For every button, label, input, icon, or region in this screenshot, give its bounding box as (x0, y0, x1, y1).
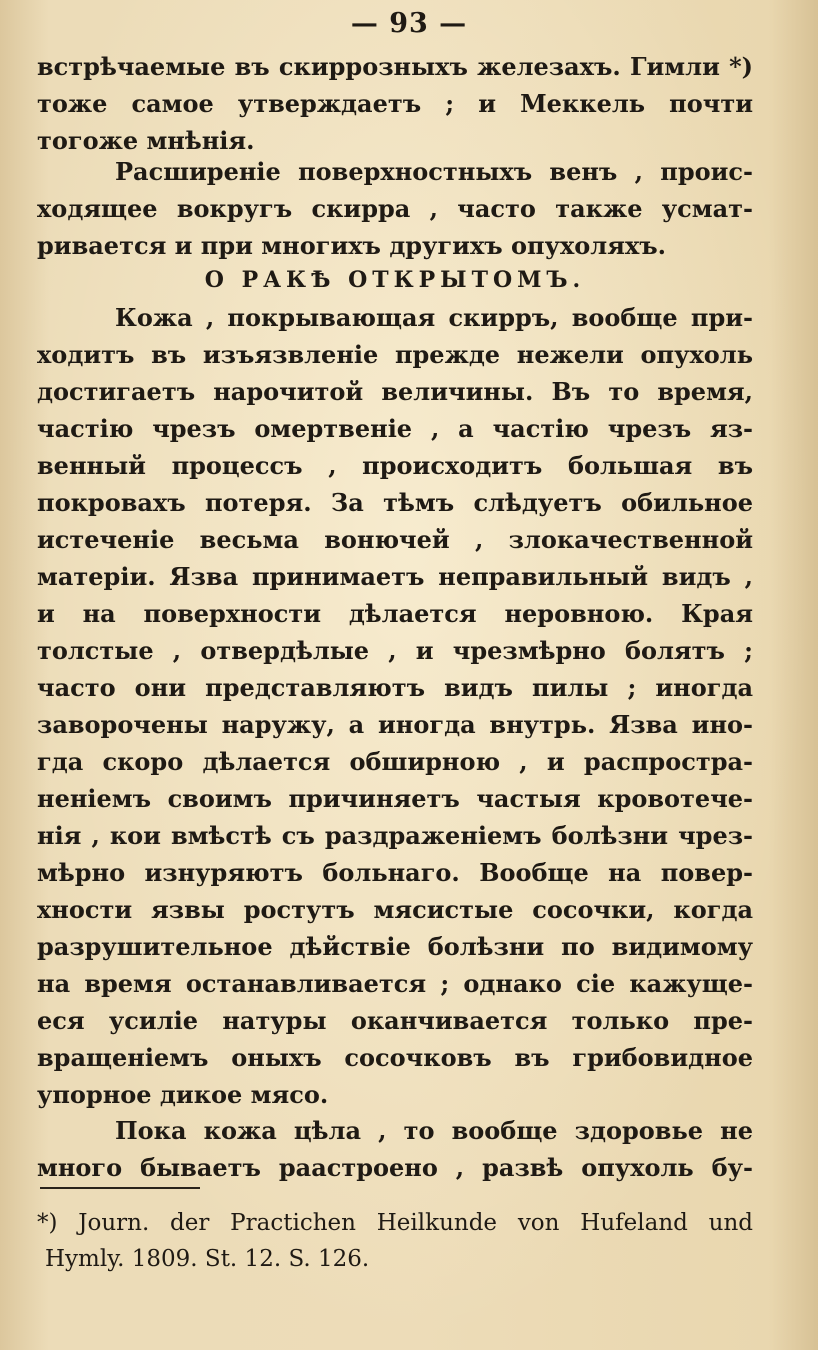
text-line: много бываетъ раастроено , развѣ опухоль бу- (37, 1153, 753, 1182)
page-number: — 93 — (350, 8, 468, 39)
text-line: и на поверхности дѣлается неровною. Края (37, 599, 753, 628)
text-line: истеченіе весьма вонючей , злокачественной (37, 525, 753, 554)
text-line: вращеніемъ оныхъ сосочковъ въ грибовидное (37, 1043, 753, 1072)
text-line: заворочены наружу, а иногда внутрь. Язва ино- (37, 710, 753, 739)
text-line: гда скоро дѣлается обширною , и распростра- (37, 747, 753, 776)
text-line: Расширеніе поверхностныхъ венъ , проис- (115, 157, 753, 186)
text-line: мѣрно изнуряютъ больнаго. Вообще на повер- (37, 858, 753, 887)
text-line: хности язвы ростутъ мясистые сосочки, когда (37, 895, 753, 924)
text-line: тоже самое утверждаетъ ; и Меккель почти (37, 89, 753, 118)
footnote-divider (40, 1187, 200, 1189)
text-line: упорное дикое мясо. (37, 1080, 329, 1109)
footnote-line: Hymly. 1809. St. 12. S. 126. (45, 1246, 370, 1272)
text-line: еся усиліе натуры оканчивается только пре- (37, 1006, 753, 1035)
text-line: часто они представляютъ видъ пилы ; иногда (37, 673, 753, 702)
text-line: венный процессъ , происходитъ большая въ (37, 451, 753, 480)
text-line: покровахъ потеря. За тѣмъ слѣдуетъ обильное (37, 488, 753, 517)
text-line: тогоже мнѣнія. (37, 126, 255, 155)
text-line: достигаетъ нарочитой величины. Въ то время, (37, 377, 753, 406)
text-line: ривается и при многихъ другихъ опухоляхъ. (37, 231, 667, 260)
text-line: матеріи. Язва принимаетъ неправильный видъ , (37, 562, 753, 591)
text-line: на время останавливается ; однако сіе кажуще- (37, 969, 753, 998)
text-line: неніемъ своимъ причиняетъ частыя кровотече- (37, 784, 753, 813)
text-line: ходящее вокругъ скирра , часто также усмат- (37, 194, 753, 223)
text-line: ходитъ въ изъязвленіе прежде нежели опухоль (37, 340, 753, 369)
text-line: Пока кожа цѣла , то вообще здоровье не (115, 1116, 753, 1145)
section-heading: О РАКѢ ОТКРЫТОМЪ. (204, 267, 586, 293)
footnote-line: *) Journ. der Practichen Heilkunde von Hufeland und (37, 1210, 753, 1236)
text-line: частію чрезъ омертвеніе , а частію чрезъ яз- (37, 414, 753, 443)
text-line: встрѣчаемые въ скиррозныхъ железахъ. Гимли *) (37, 52, 753, 81)
text-line: Кожа , покрывающая скирръ, вообще при- (115, 303, 753, 332)
text-line: толстые , отвердѣлые , и чрезмѣрно болятъ ; (37, 636, 753, 665)
text-line: нія , кои вмѣстѣ съ раздраженіемъ болѣзни чрез- (37, 821, 753, 850)
text-line: разрушительное дѣйствіе болѣзни по видимому (37, 932, 753, 961)
